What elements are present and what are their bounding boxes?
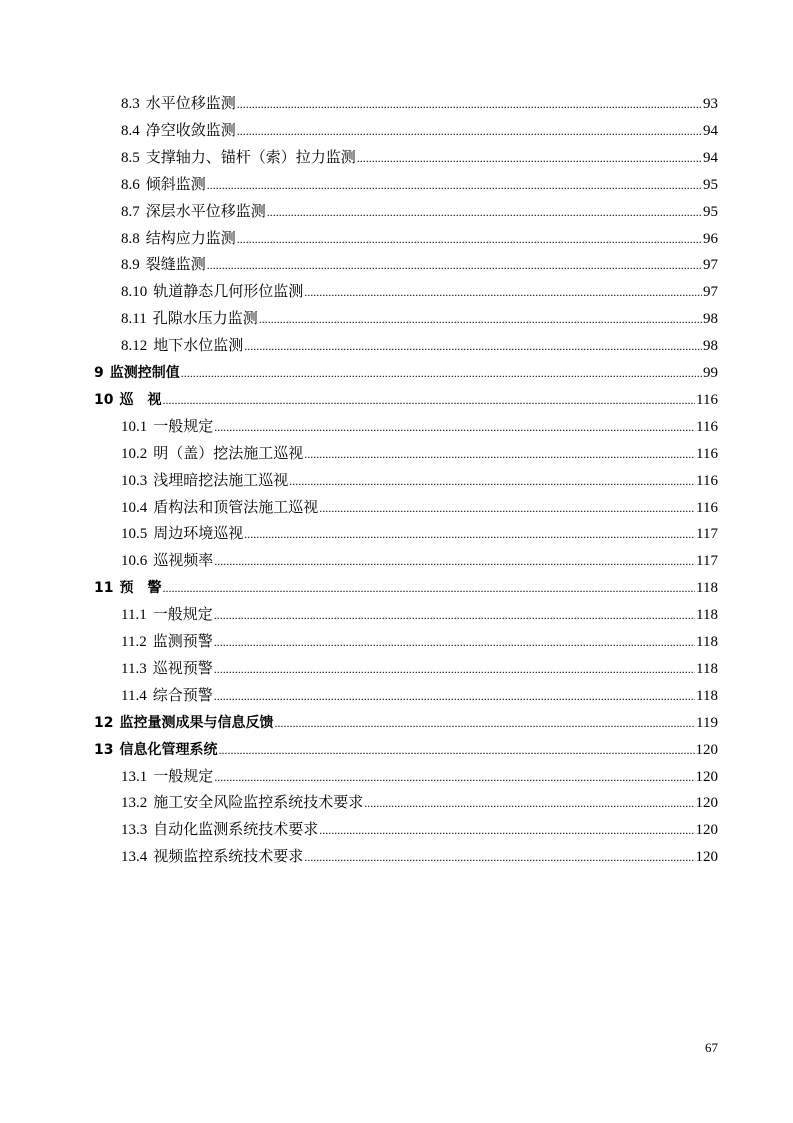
toc-dot-leader xyxy=(259,306,702,332)
toc-entry-number: 8.11 xyxy=(121,311,147,327)
toc-entry[interactable] xyxy=(121,521,718,547)
toc-entry-title: 巡视预警 xyxy=(152,661,213,677)
toc-dot-leader xyxy=(304,441,695,467)
toc-entry[interactable] xyxy=(121,495,718,521)
toc-entry-number: 10.2 xyxy=(121,446,148,462)
toc-entry-title: 信息化管理系统 xyxy=(119,742,218,758)
toc-entry[interactable] xyxy=(121,602,718,628)
toc-dot-leader xyxy=(214,548,695,574)
toc-dot-leader xyxy=(274,710,695,736)
toc-entry-page: 119 xyxy=(696,715,718,731)
toc-entry-number: 8.9 xyxy=(121,257,140,273)
toc-entry-title: 一般规定 xyxy=(153,769,214,785)
toc-dot-leader xyxy=(304,844,694,870)
toc-entry-title: 深层水平位移监测 xyxy=(145,204,266,220)
toc-entry-title: 净空收敛监测 xyxy=(145,123,236,139)
toc-entry-page: 120 xyxy=(695,742,718,758)
toc-entry-title: 综合预警 xyxy=(152,688,213,704)
toc-entry-title: 预 警 xyxy=(119,580,162,596)
toc-entry-page: 93 xyxy=(703,96,718,112)
toc-entry[interactable] xyxy=(121,306,718,332)
toc-entry[interactable] xyxy=(121,145,718,171)
toc-entry[interactable] xyxy=(94,360,718,386)
toc-entry-title: 施工安全风险监控系统技术要求 xyxy=(153,795,364,811)
toc-entry[interactable] xyxy=(121,333,718,359)
toc-entry[interactable] xyxy=(121,468,718,494)
toc-entry-page: 94 xyxy=(703,123,718,139)
toc-dot-leader xyxy=(364,790,694,816)
toc-entry-page: 120 xyxy=(695,849,718,865)
toc-entry-page: 116 xyxy=(696,446,718,462)
toc-entry-number: 8.4 xyxy=(121,123,140,139)
toc-dot-leader xyxy=(357,145,702,171)
toc-entry-number: 8.7 xyxy=(121,204,140,220)
toc-entry-title: 监测预警 xyxy=(152,634,213,650)
toc-entry-title: 结构应力监测 xyxy=(145,231,236,247)
toc-entry-title: 自动化监测系统技术要求 xyxy=(153,822,319,838)
toc-entry-page: 95 xyxy=(703,177,718,193)
toc-entry-page: 116 xyxy=(696,500,718,516)
toc-entry-page: 118 xyxy=(696,580,718,596)
toc-entry[interactable] xyxy=(121,226,718,252)
toc-entry-page: 95 xyxy=(703,204,718,220)
toc-entry-number: 8.12 xyxy=(121,338,148,354)
toc-entry-title: 巡视频率 xyxy=(153,553,214,569)
toc-entry-page: 99 xyxy=(703,365,718,381)
toc-dot-leader xyxy=(214,656,695,682)
toc-entry-number: 11.3 xyxy=(121,661,147,677)
toc-entry[interactable] xyxy=(94,387,718,413)
toc-entry[interactable] xyxy=(94,575,718,601)
toc-entry-page: 116 xyxy=(696,419,718,435)
toc-entry-number: 11.1 xyxy=(121,607,147,623)
toc-entry-number: 10.3 xyxy=(121,473,148,489)
toc-entry-number: 11.2 xyxy=(121,634,147,650)
toc-entry-number: 11.4 xyxy=(121,688,147,704)
toc-entry-page: 97 xyxy=(703,284,718,300)
toc-entry-title: 视频监控系统技术要求 xyxy=(153,849,304,865)
toc-entry-number: 13.1 xyxy=(121,769,148,785)
toc-entry-title: 明（盖）挖法施工巡视 xyxy=(153,446,304,462)
toc-entry-number: 10 xyxy=(94,392,114,408)
toc-entry-title: 浅埋暗挖法施工巡视 xyxy=(153,473,289,489)
toc-dot-leader xyxy=(162,575,695,601)
toc-entry-page: 117 xyxy=(696,553,718,569)
toc-entry[interactable] xyxy=(94,710,718,736)
toc-entry-page: 118 xyxy=(696,661,718,677)
toc-entry[interactable] xyxy=(121,441,718,467)
toc-entry-title: 一般规定 xyxy=(153,419,214,435)
toc-entry[interactable] xyxy=(121,199,718,225)
toc-dot-leader xyxy=(244,333,702,359)
toc-dot-leader xyxy=(214,414,695,440)
toc-entry-title: 轨道静态几何形位监测 xyxy=(153,284,304,300)
toc-entry-page: 118 xyxy=(696,607,718,623)
toc-entry[interactable] xyxy=(121,118,718,144)
toc-entry[interactable] xyxy=(121,683,718,709)
toc-entry-title: 裂缝监测 xyxy=(145,257,206,273)
toc-entry-title: 支撑轴力、锚杆（索）拉力监测 xyxy=(145,150,356,166)
toc-entry-title: 监测控制值 xyxy=(109,365,180,381)
toc-dot-leader xyxy=(214,629,695,655)
toc-entry[interactable] xyxy=(121,172,718,198)
toc-entry-number: 10.4 xyxy=(121,500,148,516)
toc-entry-number: 13 xyxy=(94,742,114,758)
toc-dot-leader xyxy=(214,683,695,709)
toc-entry-number: 8.6 xyxy=(121,177,140,193)
toc-entry[interactable] xyxy=(121,844,718,870)
toc-dot-leader xyxy=(237,118,702,144)
toc-dot-leader xyxy=(214,602,695,628)
toc-dot-leader xyxy=(207,252,702,278)
toc-entry-page: 120 xyxy=(695,795,718,811)
toc-dot-leader xyxy=(267,199,702,225)
toc-dot-leader xyxy=(207,172,702,198)
toc-entry-page: 116 xyxy=(696,473,718,489)
toc-entry-title: 一般规定 xyxy=(152,607,213,623)
toc-entry[interactable] xyxy=(121,656,718,682)
toc-dot-leader xyxy=(319,495,695,521)
toc-entry-number: 12 xyxy=(94,715,114,731)
toc-entry-page: 120 xyxy=(695,769,718,785)
toc-entry-number: 13.4 xyxy=(121,849,148,865)
toc-entry-page: 98 xyxy=(703,311,718,327)
toc-entry[interactable] xyxy=(121,91,718,117)
toc-entry-number: 8.3 xyxy=(121,96,140,112)
toc-entry-title: 水平位移监测 xyxy=(145,96,236,112)
toc-entry-title: 周边环境巡视 xyxy=(153,526,244,542)
toc-entry[interactable] xyxy=(121,414,718,440)
toc-entry-page: 98 xyxy=(703,338,718,354)
toc-dot-leader xyxy=(244,521,695,547)
toc-entry[interactable] xyxy=(121,817,718,843)
toc-dot-leader xyxy=(162,387,695,413)
toc-entry-page: 116 xyxy=(696,392,718,408)
toc-dot-leader xyxy=(237,226,702,252)
toc-dot-leader xyxy=(237,91,702,117)
toc-entry-number: 13.3 xyxy=(121,822,148,838)
toc-entry[interactable] xyxy=(121,790,718,816)
toc-entry-title: 巡 视 xyxy=(119,392,162,408)
toc-entry-page: 118 xyxy=(696,634,718,650)
toc-entry-page: 96 xyxy=(703,231,718,247)
toc-entry[interactable] xyxy=(121,548,718,574)
toc-entry[interactable] xyxy=(121,764,718,790)
toc-entry-number: 10.5 xyxy=(121,526,148,542)
toc-entry-page: 120 xyxy=(695,822,718,838)
toc-entry-number: 8.10 xyxy=(121,284,148,300)
toc-entry-title: 监控量测成果与信息反馈 xyxy=(119,715,274,731)
toc-entry-number: 8.8 xyxy=(121,231,140,247)
toc-entry-number: 13.2 xyxy=(121,795,148,811)
toc-entry-number: 10.1 xyxy=(121,419,148,435)
toc-entry-number: 10.6 xyxy=(121,553,148,569)
toc-entry-number: 11 xyxy=(94,580,114,596)
toc-dot-leader xyxy=(304,279,702,305)
toc-entry-title: 地下水位监测 xyxy=(153,338,244,354)
toc-dot-leader xyxy=(218,737,694,763)
toc-entry-number: 9 xyxy=(94,365,104,381)
toc-entry-page: 97 xyxy=(703,257,718,273)
toc-dot-leader xyxy=(214,764,694,790)
toc-entry-page: 118 xyxy=(696,688,718,704)
toc-entry-title: 盾构法和顶管法施工巡视 xyxy=(153,500,319,516)
toc-entry-title: 倾斜监测 xyxy=(145,177,206,193)
toc-dot-leader xyxy=(319,817,694,843)
toc-dot-leader xyxy=(289,468,695,494)
page-number: 67 xyxy=(705,1040,718,1055)
toc-entry[interactable] xyxy=(94,737,718,763)
toc-dot-leader xyxy=(181,360,702,386)
toc-entry-page: 94 xyxy=(703,150,718,166)
toc-entry[interactable] xyxy=(121,279,718,305)
toc-entry-number: 8.5 xyxy=(121,150,140,166)
toc-entry[interactable] xyxy=(121,252,718,278)
toc-entry[interactable] xyxy=(121,629,718,655)
toc-entry-page: 117 xyxy=(696,526,718,542)
toc-entry-title: 孔隙水压力监测 xyxy=(152,311,258,327)
